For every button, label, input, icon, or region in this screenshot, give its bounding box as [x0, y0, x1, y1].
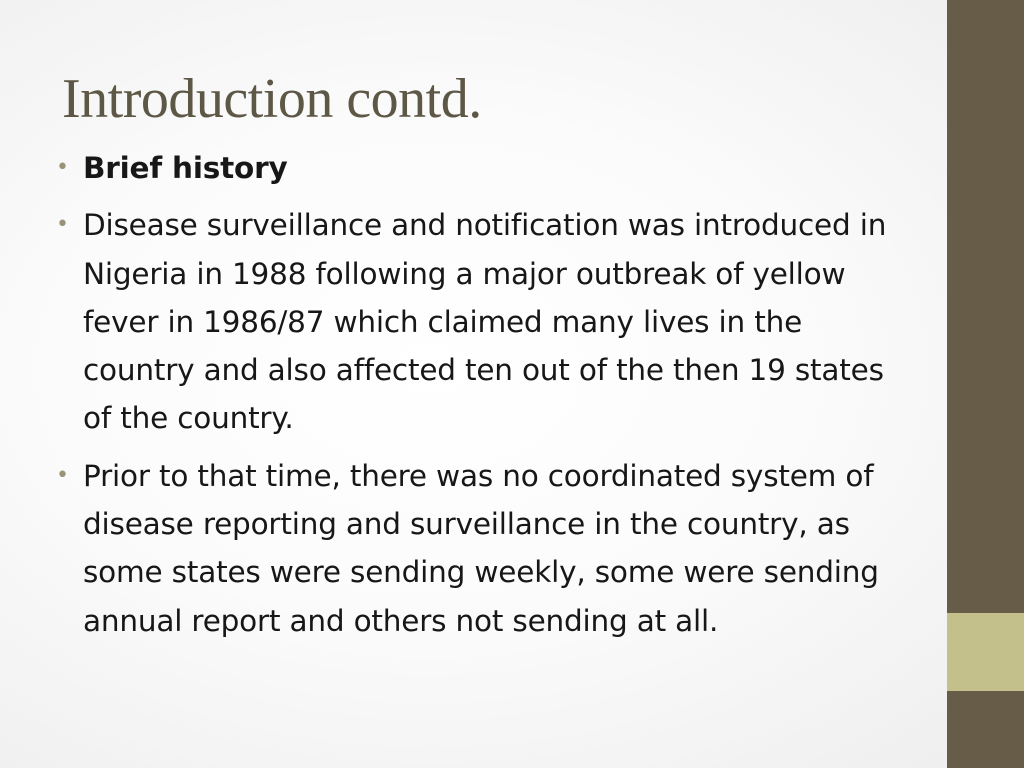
bullet-icon: • — [56, 462, 69, 488]
bullet-item-brief-history — [56, 144, 896, 192]
decorative-side-accent — [947, 613, 1024, 691]
bullet-icon: • — [56, 155, 69, 180]
bullet-list — [56, 144, 896, 654]
bullet-item-history-detail — [56, 201, 896, 442]
bullet-text: Prior to that time, there was no coordinated system of disease reporting and surveillance in the country, as some states were sending weekly, some were sending annual report and others not sending at all. — [83, 458, 879, 638]
bullet-icon: • — [56, 212, 69, 238]
bullet-text: Brief history — [83, 151, 288, 185]
bullet-item-prior-situation — [56, 452, 896, 645]
bullet-text: Disease surveillance and notification was introduced in Nigeria in 1988 following a major outbreak of yellow fever in 1986/87 which claimed many lives in the country and also affected ten out of the then 19 states of the country. — [83, 208, 887, 436]
slide-title: Introduction contd. — [62, 68, 482, 130]
